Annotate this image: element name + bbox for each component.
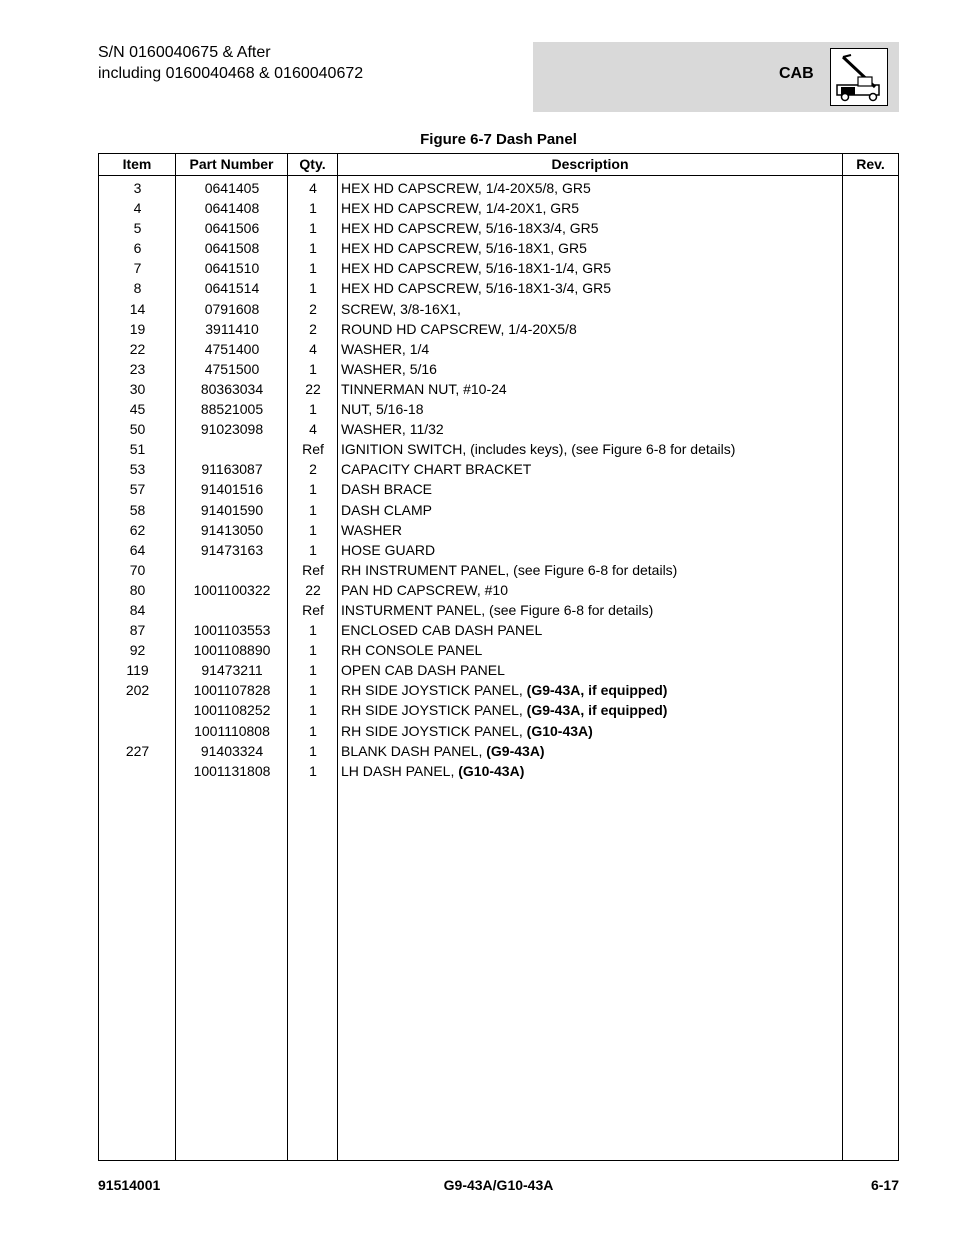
description-cell [341,741,545,761]
description-cell [341,299,461,319]
description-cell [341,198,579,218]
table-body [99,178,898,781]
description-cell [341,500,432,520]
description-cell [341,258,611,278]
qty-cell: 22 [305,581,321,598]
table-row [99,198,898,218]
description-cell [341,761,524,781]
column-header-part-number: Part Number [189,156,274,172]
model-note: (G9-43A, if equipped) [526,682,668,699]
description-cell [341,660,505,680]
qty-cell: 4 [309,340,317,357]
part-number-cell: 0641514 [204,280,260,297]
qty-cell: 2 [309,300,317,317]
column-header-item: Item [122,156,152,172]
item-cell: 50 [129,421,146,438]
footer-model: G9-43A/G10-43A [443,1177,554,1193]
item-cell: 80 [129,581,146,598]
item-cell: 23 [129,360,146,377]
item-cell: 8 [133,280,142,297]
description-cell [341,439,735,459]
description-text: HEX HD CAPSCREW, 5/16-18X1-1/4, GR5 [341,260,611,277]
part-number-cell: 0641405 [204,180,260,196]
qty-cell: 1 [309,220,317,237]
table-row [99,761,898,781]
table-row [99,500,898,520]
table-row [99,600,898,620]
qty-cell: 1 [309,481,317,498]
item-cell: 202 [125,682,150,699]
qty-cell: 4 [309,180,317,196]
table-row [99,258,898,278]
item-cell: 45 [129,401,146,418]
table-row [99,640,898,660]
qty-cell: 1 [309,541,317,558]
item-cell: 7 [133,260,142,277]
part-number-cell: 1001110808 [194,722,270,739]
description-cell [341,580,508,600]
description-cell [341,560,677,580]
description-text: RH SIDE JOYSTICK PANEL, [341,702,527,719]
description-cell [341,359,437,379]
part-number-cell: 1001107828 [193,682,271,699]
part-number-cell: 91023098 [200,421,264,438]
qty-cell: 1 [309,742,317,759]
table-row [99,540,898,560]
model-note: (G10-43A) [526,722,593,739]
qty-cell: 1 [309,280,317,297]
description-cell [341,319,577,339]
item-cell: 51 [129,441,146,458]
item-cell: 58 [129,501,146,518]
description-text: LH DASH PANEL, [341,762,459,779]
item-cell: 4 [133,200,142,217]
description-text: DASH BRACE [341,481,433,498]
description-cell [341,419,444,439]
description-text: INSTURMENT PANEL, (see Figure 6-8 for details) [341,601,654,618]
qty-cell: 4 [309,421,317,438]
item-cell: 53 [129,461,146,478]
item-cell: 92 [129,642,146,659]
table-row [99,339,898,359]
table-row [99,319,898,339]
qty-cell: 1 [309,401,317,418]
description-cell [341,640,482,660]
item-cell: 84 [129,601,146,618]
serial-number-line-2: including 0160040468 & 0160040672 [98,65,364,82]
table-row [99,620,898,640]
serial-number-line-1: S/N 0160040675 & After [98,44,271,61]
footer-doc-number: 91514001 [98,1177,161,1193]
description-text: WASHER, 1/4 [341,340,430,357]
qty-cell: 2 [309,461,317,478]
description-text: RH SIDE JOYSTICK PANEL, [341,682,527,699]
qty-cell: 1 [309,521,317,538]
description-text: OPEN CAB DASH PANEL [341,662,505,679]
qty-cell: 2 [309,320,317,337]
description-cell [341,459,531,479]
part-number-cell: 4751500 [204,360,260,377]
description-cell [341,218,599,238]
description-cell [341,379,507,399]
part-number-cell: 91473211 [201,662,263,679]
qty-cell: 1 [309,501,317,518]
table-row [99,278,898,298]
table-row [99,660,898,680]
qty-cell: 1 [309,200,317,217]
item-cell: 57 [129,481,146,498]
part-number-cell: 0641508 [204,240,260,257]
table-row [99,700,898,720]
description-cell [341,700,667,720]
description-cell [341,520,402,540]
item-cell: 3 [133,180,142,196]
table-row [99,399,898,419]
section-tab [533,42,899,112]
description-text: HEX HD CAPSCREW, 5/16-18X3/4, GR5 [341,220,599,237]
table-row [99,299,898,319]
description-text: HEX HD CAPSCREW, 1/4-20X1, GR5 [341,200,580,217]
description-text: NUT, 5/16-18 [341,401,424,418]
qty-cell: 1 [309,642,317,659]
part-number-cell: 4751400 [204,340,260,357]
qty-cell: Ref [302,441,324,458]
item-cell: 87 [129,622,146,639]
description-text: TINNERMAN NUT, #10-24 [341,380,507,397]
description-cell [341,278,611,298]
description-text: SCREW, 3/8-16X1, [341,300,461,317]
model-note: (G9-43A, if equipped) [526,702,668,719]
part-number-cell: 1001131808 [193,762,271,779]
qty-cell: 1 [309,622,317,639]
description-text: RH INSTRUMENT PANEL, (see Figure 6-8 for details) [341,561,678,578]
part-number-cell: 91401590 [200,501,264,518]
description-text: ROUND HD CAPSCREW, 1/4-20X5/8 [341,320,577,337]
part-number-cell: 80363034 [200,380,264,397]
qty-cell: 1 [309,762,317,779]
section-label: CAB [779,65,814,82]
item-cell: 30 [129,380,146,397]
description-cell [341,721,593,741]
item-cell: 6 [133,240,142,257]
description-text: WASHER, 5/16 [341,360,437,377]
description-cell [341,479,432,499]
description-text: WASHER [341,521,402,538]
description-cell [341,540,435,560]
description-cell [341,339,429,359]
serial-number-block [98,42,363,84]
part-number-cell: 91403324 [200,742,264,759]
qty-cell: 1 [309,662,317,679]
description-text: HEX HD CAPSCREW, 1/4-20X5/8, GR5 [341,180,591,196]
qty-cell: 1 [309,722,317,739]
item-cell: 119 [126,662,149,679]
item-cell: 14 [129,300,146,317]
item-cell: 70 [129,561,146,578]
qty-cell: 22 [305,380,321,397]
qty-cell: Ref [302,561,324,578]
column-header-rev: Rev. [856,156,885,172]
item-cell: 22 [129,340,146,357]
qty-cell: Ref [302,601,324,618]
telehandler-cab-icon [830,48,888,106]
table-row [99,178,898,198]
qty-cell: 1 [309,702,317,719]
description-text: RH CONSOLE PANEL [341,642,483,659]
qty-cell: 1 [309,260,317,277]
item-cell: 227 [125,742,150,759]
model-note: (G9-43A) [486,742,545,759]
description-text: HEX HD CAPSCREW, 5/16-18X1-3/4, GR5 [341,280,611,297]
description-cell [341,620,542,640]
description-text: ENCLOSED CAB DASH PANEL [341,622,543,639]
part-number-cell: 0641510 [204,260,260,277]
table-row [99,359,898,379]
table-row [99,379,898,399]
description-text: WASHER, 11/32 [341,421,444,438]
item-cell: 5 [133,220,142,237]
table-row [99,520,898,540]
part-number-cell: 0641408 [204,200,260,217]
part-number-cell: 91401516 [200,481,264,498]
item-cell: 62 [129,521,146,538]
description-cell [341,238,587,258]
model-note: (G10-43A) [458,762,525,779]
description-text: BLANK DASH PANEL, [341,742,487,759]
table-row [99,721,898,741]
table-row [99,741,898,761]
table-row [99,479,898,499]
part-number-cell: 1001100322 [193,581,271,598]
qty-cell: 1 [309,682,317,699]
part-number-cell: 0641506 [204,220,260,237]
table-row [99,560,898,580]
description-text: CAPACITY CHART BRACKET [341,461,532,478]
table-row [99,680,898,700]
figure-title: Figure 6-7 Dash Panel [420,131,577,148]
part-number-cell: 0791608 [204,300,260,317]
description-text: PAN HD CAPSCREW, #10 [341,581,509,598]
qty-cell: 1 [309,240,317,257]
column-header-qty: Qty. [299,156,326,172]
description-cell [341,399,423,419]
table-row [99,419,898,439]
description-text: IGNITION SWITCH, (includes keys), (see Figure 6-8 for details) [341,441,736,458]
description-text: HEX HD CAPSCREW, 5/16-18X1, GR5 [341,240,587,257]
description-text: DASH CLAMP [341,501,433,518]
description-text: RH SIDE JOYSTICK PANEL, [341,722,527,739]
part-number-cell: 91413050 [200,521,264,538]
description-cell [341,680,667,700]
part-number-cell: 1001103553 [193,622,271,639]
header-divider [99,175,898,176]
item-cell: 64 [129,541,146,558]
part-number-cell: 88521005 [200,401,264,418]
table-row [99,459,898,479]
part-number-cell: 3911410 [205,320,259,337]
column-header-description: Description [551,156,629,172]
part-number-cell: 1001108252 [193,702,271,719]
footer-page-number: 6-17 [870,1177,899,1193]
parts-table [98,153,899,1161]
table-row [99,238,898,258]
part-number-cell: 91163087 [201,461,263,478]
part-number-cell: 1001108890 [193,642,271,659]
table-row [99,218,898,238]
part-number-cell: 91473163 [200,541,264,558]
description-text: HOSE GUARD [341,541,436,558]
item-cell: 19 [129,320,146,337]
description-cell [341,178,591,198]
table-row [99,580,898,600]
table-row [99,439,898,459]
qty-cell: 1 [309,360,317,377]
description-cell [341,600,653,620]
